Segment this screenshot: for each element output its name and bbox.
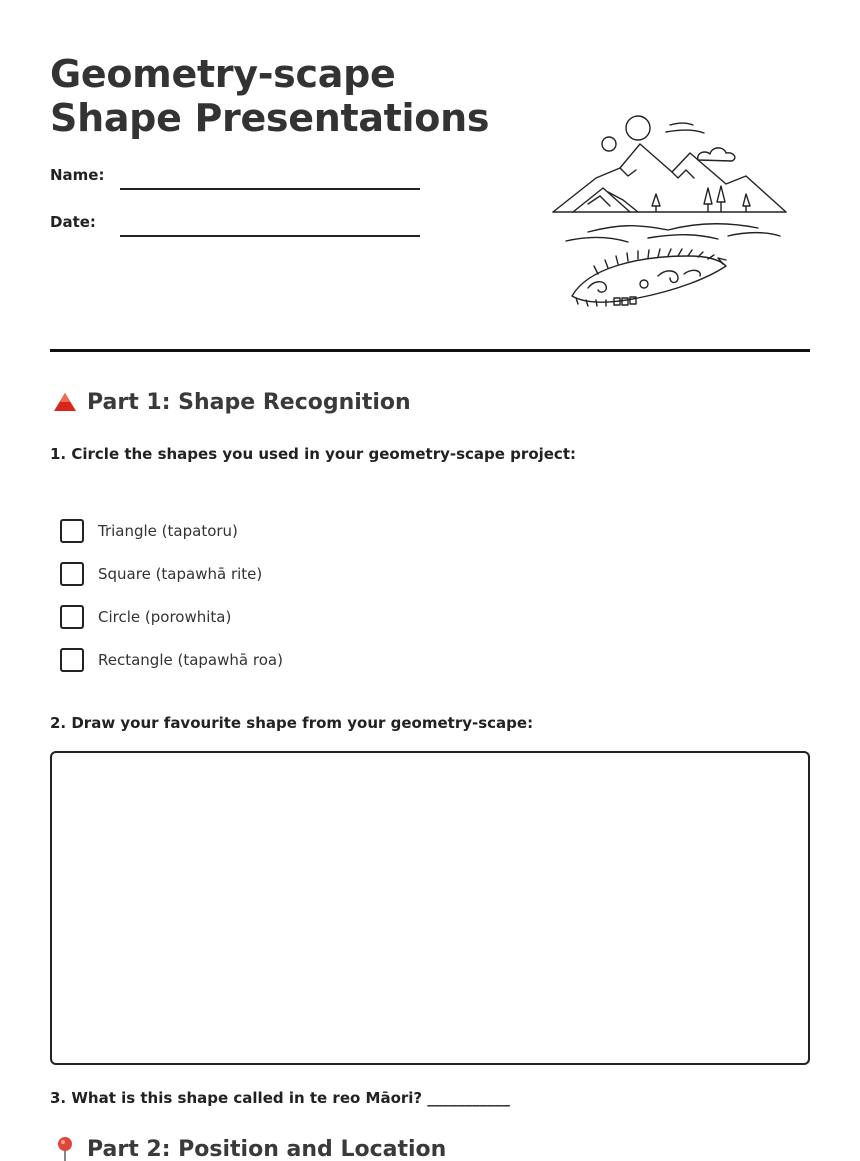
- part1-heading-text: Part 1: Shape Recognition: [87, 389, 411, 415]
- option-rectangle[interactable]: [60, 638, 283, 681]
- option-label: Rectangle (tapawhā roa): [98, 650, 283, 669]
- red-triangle-icon: [50, 389, 80, 415]
- option-circle[interactable]: [60, 595, 283, 638]
- date-field[interactable]: [120, 235, 420, 237]
- option-square[interactable]: [60, 552, 283, 595]
- circle-checkbox[interactable]: [60, 605, 84, 629]
- option-triangle[interactable]: [60, 509, 283, 552]
- drawing-area[interactable]: [50, 751, 810, 1065]
- page-title: Geometry-scape Shape Presentations: [50, 52, 490, 140]
- square-checkbox[interactable]: [60, 562, 84, 586]
- option-label: Square (tapawhā rite): [98, 564, 263, 583]
- option-label: Circle (porowhita): [98, 607, 232, 626]
- part2-heading: [50, 1136, 446, 1161]
- landscape-illustration: [548, 108, 793, 313]
- map-pin-icon: [50, 1136, 80, 1161]
- part1-heading: [50, 389, 411, 415]
- question-3: 3. What is this shape called in te reo Māori? ___________: [50, 1089, 510, 1107]
- date-field-row: [50, 213, 420, 231]
- name-label: Name:: [50, 166, 105, 184]
- name-field-row: [50, 166, 420, 184]
- triangle-checkbox[interactable]: [60, 519, 84, 543]
- rectangle-checkbox[interactable]: [60, 648, 84, 672]
- question-1: 1. Circle the shapes you used in your geometry-scape project:: [50, 445, 576, 463]
- date-label: Date:: [50, 213, 96, 231]
- section-divider: [50, 349, 810, 352]
- part2-heading-text: Part 2: Position and Location: [87, 1136, 447, 1161]
- name-field[interactable]: [120, 188, 420, 190]
- shape-options-list: [60, 509, 283, 681]
- question-2: 2. Draw your favourite shape from your geometry-scape:: [50, 714, 534, 732]
- option-label: Triangle (tapatoru): [98, 521, 238, 540]
